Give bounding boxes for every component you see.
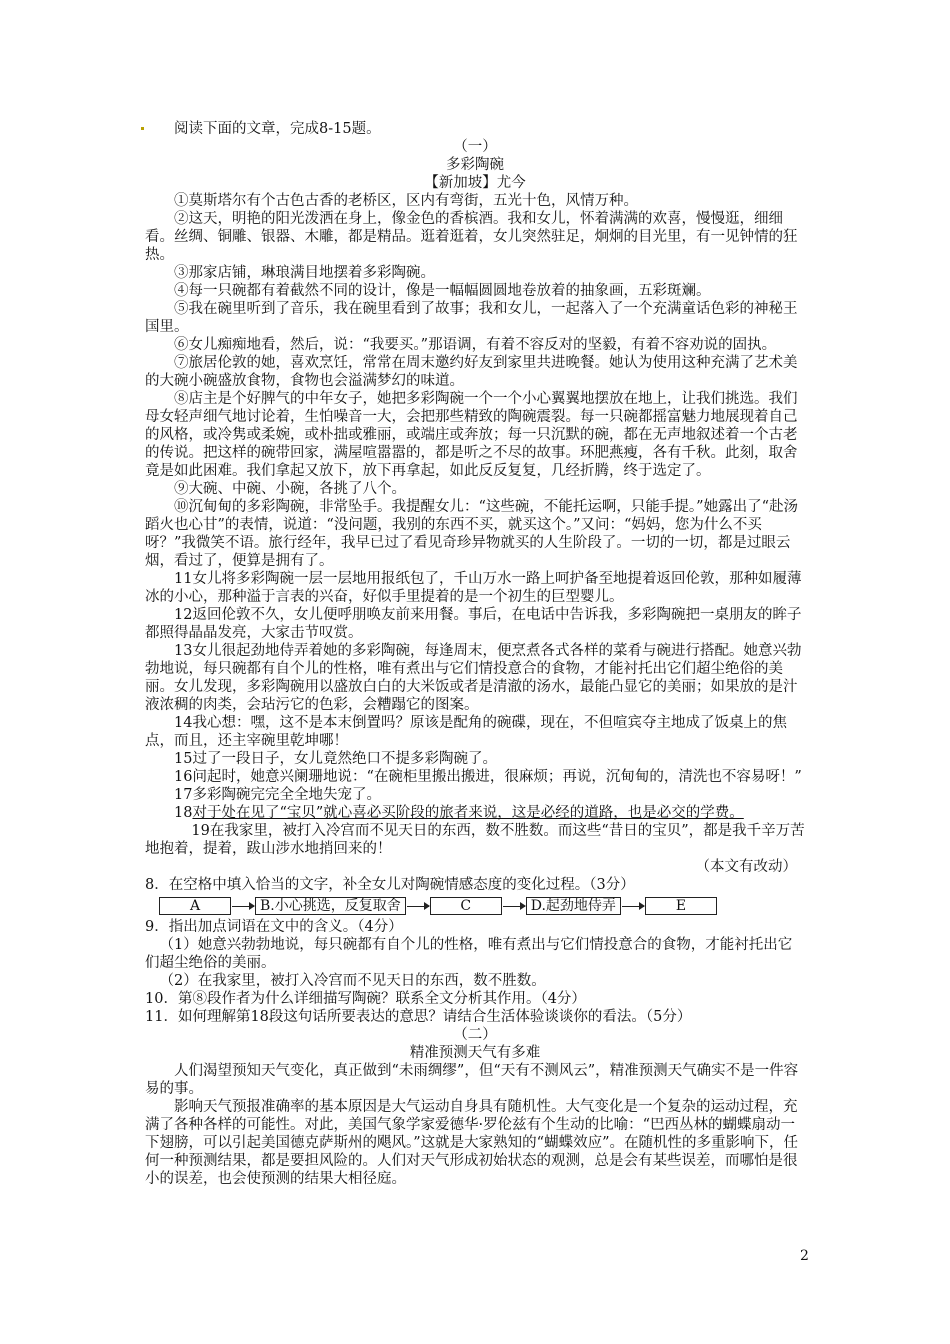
paragraph: ⑧店主是个好脾气的中年女子，她把多彩陶碗一个一个小心翼翼地摆放在地上，让我们挑选。我们母女轻声细气地讨论着，生怕噪音一大，会把那些精致的陶碗震裂。每一只碗都摇富魅力地展现着自己的风格，或冷隽或柔婉，或朴拙或雅丽，或端庄或奔放；每一只沉默的碗，都在无声地叙述着一个古老的传说。把这样的碗带回家，满屋喧嚣嚣的，都是听之不尽的故事。环肥燕瘦，各有千秋。此刻，取舍竟是如此困难。我们拿起又放下，放下再拿起，如此反反复复，几经折腾，终于选定了。 bbox=[145, 391, 798, 479]
paragraph: 影响天气预报准确率的基本原因是大气运动自身具有随机性。大气变化是一个复杂的运动过程，充满了各种各样的可能性。对此，美国气象学家爱德华·罗伦兹有个生动的比喻：“巴西丛林的蝴蝶扇动一下翅膀，可以引起美国德克萨斯州的飓风。”这就是大家熟知的“蝴蝶效应”。在随机性的多重影响下，任何一种预测结果，都是要担风险的。人们对天气形成初始状态的观测，总是会有某些误差，而哪怕是很小的误差，也会使预测的结果大相径庭。 bbox=[145, 1099, 798, 1187]
arrow-icon bbox=[503, 906, 525, 907]
paragraph: 16问起时，她意兴阑珊地说：“在碗柜里搬出搬进，很麻烦；再说，沉甸甸的，清洗也不容易呀！” bbox=[174, 769, 802, 785]
part2-label: （二） bbox=[453, 1027, 497, 1043]
question-10: 10．第⑧段作者为什么详细描写陶碗？联系全文分析其作用。（4分） bbox=[145, 991, 586, 1007]
arrow-icon bbox=[232, 906, 254, 907]
question-9-1: （1）她意兴勃勃地说，每只碗都有自个儿的性格，唯有煮出与它们情投意合的食物，才能衬托出它们超尘绝俗的美丽。 bbox=[145, 937, 793, 971]
paragraph: ③那家店铺，琳琅满目地摆着多彩陶碗。 bbox=[174, 265, 435, 281]
paragraph: ①莫斯塔尔有个古色古香的老桥区，区内有弯街，五光十色，风情万种。 bbox=[174, 193, 638, 209]
paragraph-19: 19在我家里，被打入冷宫而不见天日的东西，数不胜数。而这些“昔日的宝贝”，都是我千辛万苦地抱着，提着，跋山涉水地捎回来的！ bbox=[145, 823, 805, 857]
page-number: 2 bbox=[800, 1248, 809, 1264]
paragraph: 15过了一段日子，女儿竟然绝口不提多彩陶碗了。 bbox=[174, 751, 497, 767]
paragraph: 人们渴望预知天气变化，真正做到“未雨绸缪”，但“天有不测风云”，精准预测天气确实不是一件容易的事。 bbox=[145, 1063, 799, 1097]
document-body bbox=[145, 120, 805, 1188]
paragraph: ⑩沉甸甸的多彩陶碗，非常坠手。我提醒女儿：“这些碗，不能托运啊，只能手提。”她露出了“赴汤蹈火也心甘”的表情，说道：“没问题，我别的东西不买，就买这个。”又问：“妈妈，您为什么不买呀？”我微笑不语。旅行经年，我早已过了看见奇珍异物就买的人生阶段了。一切的一切，都是过眼云烟，看过了，便算是拥有了。 bbox=[145, 499, 798, 569]
paragraph: ②这天，明艳的阳光泼洒在身上，像金色的香槟酒。我和女儿，怀着满满的欢喜，慢慢逛，细细看。丝绸、铜雕、银器、木雕，都是精品。逛着逛着，女儿突然驻足，炯炯的目光里，有一见钟情的狂热。 bbox=[145, 211, 798, 263]
paragraph: ⑨大碗、中碗、小碗，各挑了八个。 bbox=[174, 481, 406, 497]
paragraph-number: 18 bbox=[174, 805, 193, 821]
paragraph: ④每一只碗都有着截然不同的设计，像是一幅幅圆圆地卷放着的抽象画，五彩斑斓。 bbox=[174, 283, 711, 299]
paragraph: 17多彩陶碗完完全全地失宠了。 bbox=[174, 787, 381, 803]
source-note: （本文有改动） bbox=[695, 859, 797, 875]
question-11: 11．如何理解第18段这句话所要表达的意思？请结合生活体验谈谈你的看法。（5分） bbox=[145, 1009, 692, 1025]
flow-box-b: B.小心挑选，反复取舍 bbox=[255, 897, 406, 915]
paragraph: ⑦旅居伦敦的她，喜欢烹饪，常常在周末邀约好友到家里共进晚餐。她认为使用这种充满了艺术美的大碗小碗盛放食物，食物也会溢满梦幻的味道。 bbox=[145, 355, 798, 389]
part1-title: 多彩陶碗 bbox=[446, 157, 504, 173]
part1-label: （一） bbox=[453, 139, 497, 155]
part1-author: 【新加坡】尤今 bbox=[424, 175, 526, 191]
flow-box-c[interactable]: C bbox=[430, 897, 502, 915]
paragraph: ⑤我在碗里听到了音乐，我在碗里看到了故事；我和女儿，一起落入了一个充满童话色彩的神秘王国里。 bbox=[145, 301, 798, 335]
question-8: 8．在空格中填入恰当的文字，补全女儿对陶碗情感态度的变化过程。（3分） bbox=[145, 877, 635, 893]
underlined-sentence: 对于处在见了“宝贝”就心喜必买阶段的旅者来说，这是必经的道路，也是必交的学费。 bbox=[192, 805, 744, 821]
paragraph: 11女儿将多彩陶碗一层一层地用报纸包了，千山万水一路上呵护备至地提着返回伦敦，那种如履薄冰的小心，那种溢于言表的兴奋，好似手里提着的是一个初生的巨型婴儿。 bbox=[145, 571, 802, 605]
part2-title: 精准预测天气有多难 bbox=[409, 1045, 541, 1061]
question-9: 9．指出加点词语在文中的含义。（4分） bbox=[145, 919, 403, 935]
paragraph: 13女儿很起劲地侍弄着她的多彩陶碗，每逢周末，便烹煮各式各样的菜肴与碗进行搭配。她意兴勃勃地说，每只碗都有自个儿的性格，唯有煮出与它们情投意合的食物，才能衬托出它们超尘绝俗的美丽。女儿发现，多彩陶碗用以盛放白白的大米饭或者是清澈的汤水，最能凸显它的美丽；如果放的是汁液浓稠的肉类，会玷污它的色彩，会糟蹋它的图案。 bbox=[145, 643, 802, 713]
paragraph: 12返回伦敦不久，女儿便呼朋唤友前来用餐。事后，在电话中告诉我，多彩陶碗把一桌朋友的眸子都照得晶晶发亮，大家击节叹赏。 bbox=[145, 607, 802, 641]
flow-box-e[interactable]: E bbox=[645, 897, 717, 915]
arrow-icon bbox=[622, 906, 644, 907]
arrow-icon bbox=[407, 906, 429, 907]
flow-box-d: D.起劲地侍弄 bbox=[526, 897, 621, 915]
question-9-2: （2）在我家里，被打入冷宫而不见天日的东西，数不胜数。 bbox=[159, 973, 546, 989]
paragraph: ⑥女儿痴痴地看，然后，说：“我要买。”那语调，有着不容反对的坚毅，有着不容劝说的固执。 bbox=[174, 337, 777, 353]
flow-chart bbox=[159, 896, 805, 916]
intro-line: 阅读下面的文章，完成8-15题。 bbox=[174, 121, 381, 137]
bullet-mark bbox=[141, 127, 144, 130]
paragraph: 14我心想：嘿，这不是本末倒置吗？原该是配角的碗碟，现在，不但喧宾夺主地成了饭桌上的焦点，而且，还主宰碗里乾坤哪！ bbox=[145, 715, 787, 749]
flow-box-a[interactable]: A bbox=[159, 897, 231, 915]
paragraph-18 bbox=[145, 804, 805, 822]
